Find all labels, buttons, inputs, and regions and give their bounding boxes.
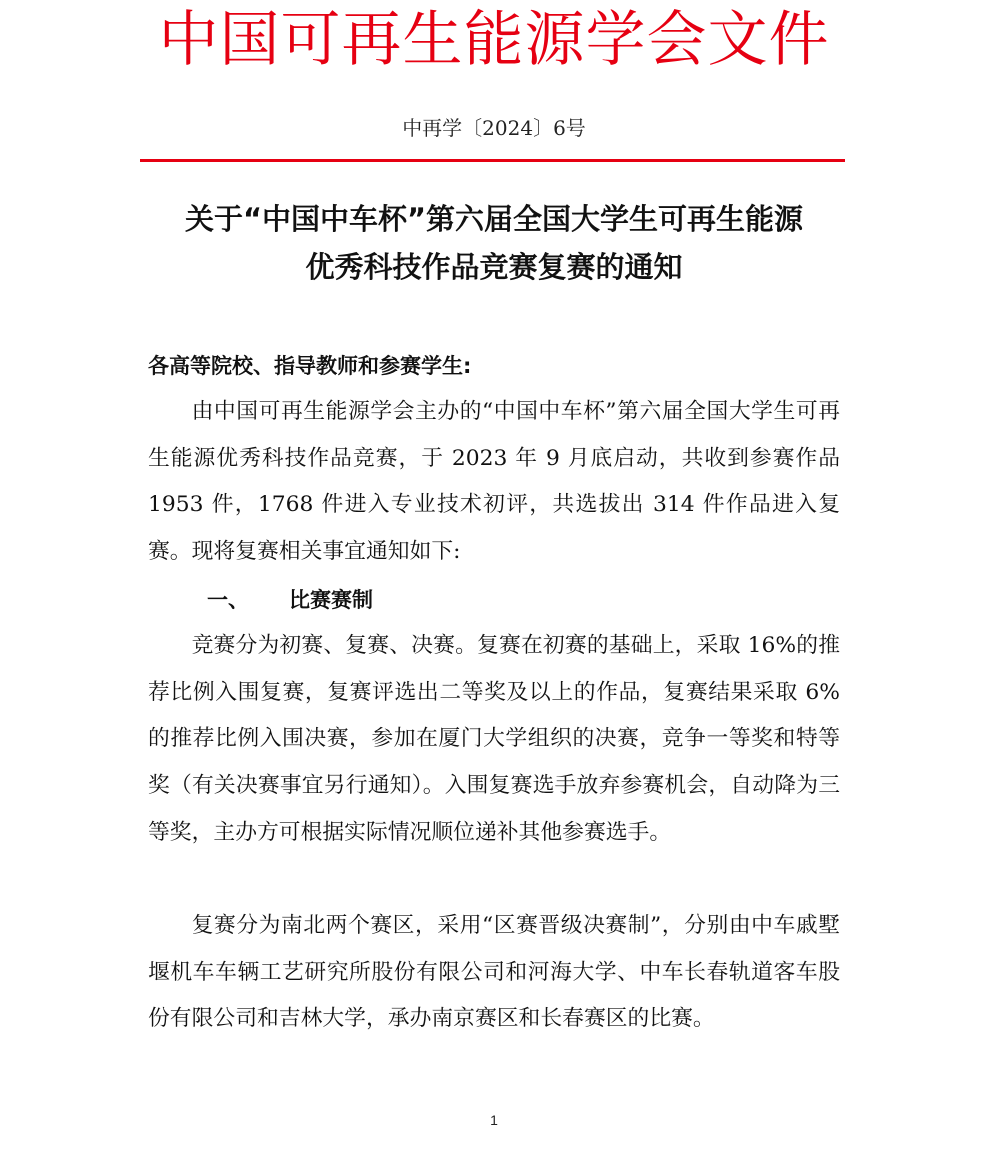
page-number: 1 [490, 1112, 498, 1128]
masthead-title: 中国可再生能源学会文件 [158, 5, 830, 75]
notice-title-line-2: 优秀科技作品竞赛复赛的通知 [305, 250, 683, 284]
notice-title-line-1: 关于“中国中车杯”第六届全国大学生可再生能源 [184, 202, 804, 236]
paragraph-intro: 由中国可再生能源学会主办的“中国中车杯”第六届全国大学生可再生能源优秀科技作品竞赛，于 2023 年 9 月底启动，共收到参赛作品 1953 件，1768 件进入专业技术初评，共选拔出 314 件作品进入复赛。现将复赛相关事宜通知如下: [148, 399, 840, 565]
notice-title [0, 195, 988, 291]
paragraph-competition-regions: 复赛分为南北两个赛区，采用“区赛晋级决赛制”，分别由中车戚墅堰机车车辆工艺研究所股份有限公司和河海大学、中车长春轨道客车股份有限公司和吉林大学，承办南京赛区和长春赛区的比赛。 [148, 913, 840, 1032]
section-title: 比赛赛制 [289, 588, 373, 612]
red-divider-line [140, 159, 845, 162]
section-heading-1 [207, 580, 373, 620]
section-number: 一、 [207, 588, 249, 612]
salutation: 各高等院校、指导教师和参赛学生: [148, 354, 472, 378]
document-number: 中再学〔2024〕6号 [402, 116, 586, 140]
paragraph-competition-format: 竞赛分为初赛、复赛、决赛。复赛在初赛的基础上，采取 16%的推荐比例入围复赛，复赛评选出二等奖及以上的作品，复赛结果采取 6%的推荐比例入围决赛，参加在厦门大学组织的决赛，竞争一等奖和特等奖（有关决赛事宜另行通知）。入围复赛选手放弃参赛机会，自动降为三等奖，主办方可根据实际情况顺位递补其他参赛选手。 [148, 633, 840, 845]
